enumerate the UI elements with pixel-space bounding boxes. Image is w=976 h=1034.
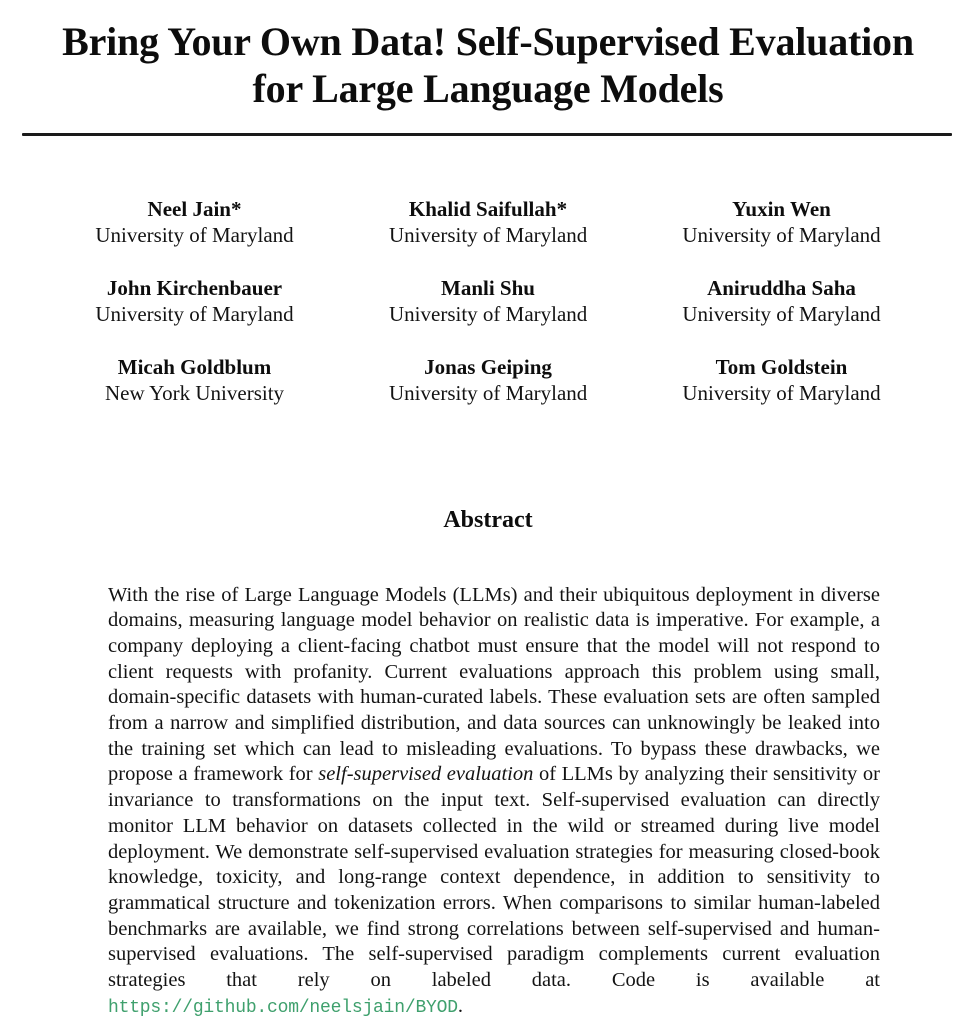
abstract-text [108, 583, 880, 1022]
author-entry [389, 275, 587, 327]
author-name: Jonas Geiping [424, 355, 552, 379]
author-name: Aniruddha Saha [707, 276, 856, 300]
author-affiliation: University of Maryland [682, 381, 881, 405]
author-entry [587, 354, 976, 406]
author-entry [0, 354, 389, 406]
abstract-part-3: . [457, 994, 463, 1017]
author-affiliation: University of Maryland [682, 302, 881, 326]
author-name: Micah Goldblum [117, 355, 272, 379]
author-entry [587, 275, 976, 327]
author-name: Tom Goldstein [715, 355, 848, 379]
abstract-part-2: of LLMs by analyzing their sensitivity or invariance to transformations on the input text. Self-supervised evaluation can directly monitor LLM behavior on datasets collected in the wild or streamed during live model deployment. We demonstrate self-supervised evaluation strategies for measuring closed-book knowledge, toxicity, and long-range context dependence, in addition to sensitivity to grammatical structure and tokenization errors. When comparisons to similar human-labeled benchmarks are available, we find strong correlations between self-supervised and human-supervised evaluations. The self-supervised paradigm complements current evaluation strategies that rely on labeled data. Code is available at [108, 763, 880, 992]
author-name: Manli Shu [441, 276, 535, 300]
author-affiliation: University of Maryland [682, 223, 881, 247]
page-title: Bring Your Own Data! Self-Supervised Evaluation for Large Language Models [62, 19, 914, 111]
author-name: John Kirchenbauer [106, 276, 283, 300]
author-affiliation: University of Maryland [389, 381, 588, 405]
author-entry [587, 196, 976, 248]
author-affiliation: University of Maryland [389, 302, 588, 326]
author-affiliation: University of Maryland [95, 223, 294, 247]
author-name: Yuxin Wen [732, 197, 831, 221]
title-divider [22, 133, 952, 136]
abstract-heading: Abstract [443, 507, 533, 533]
author-entry [389, 354, 587, 406]
author-name: Khalid Saifullah* [408, 197, 568, 221]
author-entry [0, 275, 389, 327]
author-entry [389, 196, 587, 248]
author-entry [0, 196, 389, 248]
author-affiliation: University of Maryland [389, 223, 588, 247]
abstract-emphasis: self-supervised evaluation [318, 763, 534, 786]
abstract-part-1: With the rise of Large Language Models (LLMs) and their ubiquitous deployment in diverse domains, measuring language model behavior on realistic data is imperative. For example, a company deploying a client-facing chatbot must ensure that the model will not respond to client requests with profanity. Current evaluations approach this problem using small, domain-specific datasets with human-curated labels. These evaluation sets are often sampled from a narrow and simplified distribution, and data sources can unknowingly be leaked into the training set which can lead to misleading evaluations. To bypass these drawbacks, we propose a framework for [108, 583, 880, 786]
author-row [0, 275, 976, 327]
author-row [0, 354, 976, 406]
author-affiliation: New York University [104, 381, 285, 405]
author-affiliation: University of Maryland [95, 302, 294, 326]
author-row [0, 196, 976, 248]
code-repository-link[interactable]: https://github.com/neelsjain/BYOD [108, 997, 458, 1018]
author-name: Neel Jain* [147, 197, 242, 221]
author-block [0, 196, 976, 433]
title-block [0, 0, 976, 112]
